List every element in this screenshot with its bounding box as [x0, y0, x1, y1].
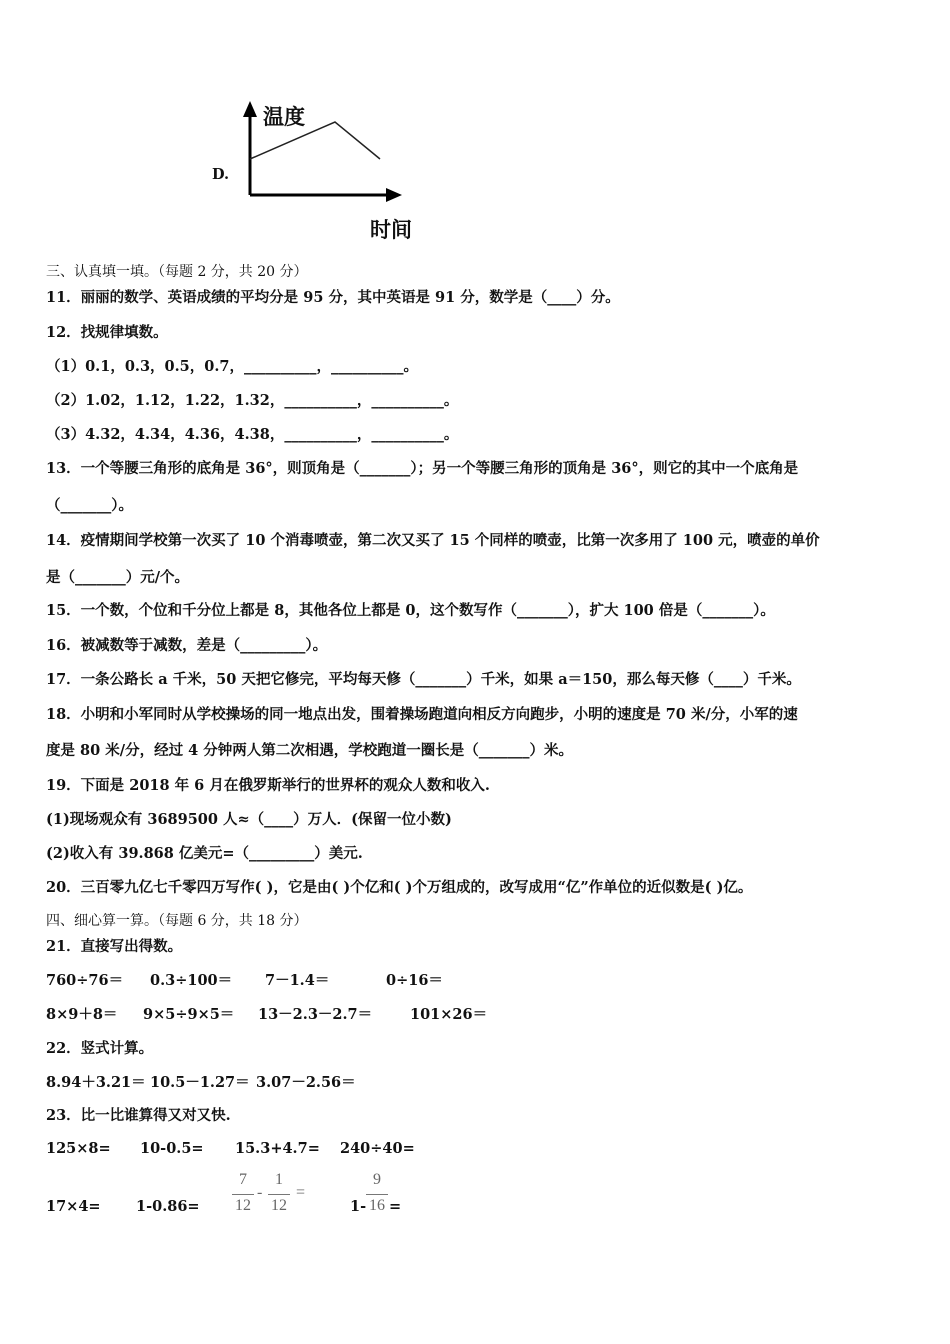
question-11: 11．丽丽的数学、英语成绩的平均分是 95 分，其中英语是 91 分，数学是（____）分。 — [46, 289, 620, 306]
y-axis-arrow-icon — [243, 101, 257, 117]
q23-expr: 125×8= — [46, 1140, 111, 1157]
question-16: 16．被减数等于减数，差是（_________）。 — [46, 637, 328, 654]
question-21-title: 21．直接写出得数。 — [46, 938, 183, 955]
q21-expr: 13－2.3－2.7＝ — [258, 1006, 373, 1023]
q22-expr: 3.07－2.56＝ — [256, 1074, 356, 1091]
fraction-equals: = — [296, 1184, 306, 1201]
q21-expr: 0÷16＝ — [386, 972, 443, 989]
q21-expr: 7－1.4＝ — [265, 972, 330, 989]
q23-expr: 240÷40= — [340, 1140, 415, 1157]
question-19-sub-2: (2)收入有 39.868 亿美元=（_________）美元. — [46, 845, 363, 862]
q23-expr: 15.3+4.7= — [235, 1140, 320, 1157]
q23-expr: 1-0.86= — [136, 1198, 200, 1215]
q22-expr: 10.5－1.27＝ — [150, 1074, 250, 1091]
question-23-title: 23．比一比谁算得又对又快. — [46, 1107, 231, 1124]
fraction-b-denominator: 12 — [271, 1197, 287, 1214]
fraction2-prefix: 1- — [350, 1198, 367, 1215]
fraction-minus: - — [257, 1184, 263, 1201]
q21-expr: 9×5÷9×5＝ — [143, 1006, 235, 1023]
q22-expr: 8.94＋3.21＝ — [46, 1074, 146, 1091]
question-19-title: 19．下面是 2018 年 6 月在俄罗斯举行的世界杯的观众人数和收入. — [46, 777, 490, 794]
question-12-item-1: （1）0.1，0.3，0.5，0.7，__________，__________。 — [46, 358, 418, 375]
section3-heading: 三、认真填一填。（每题 2 分，共 20 分） — [46, 264, 308, 280]
question-14-line-2: 是（_______）元/个。 — [46, 569, 190, 586]
q21-expr: 0.3÷100＝ — [150, 972, 233, 989]
question-15: 15．一个数，个位和千分位上都是 8，其他各位上都是 0，这个数写作（_______），扩大 100 倍是（_______）。 — [46, 602, 775, 619]
question-20: 20．三百零九亿七千零四万写作( )，它是由( )个亿和( )个万组成的，改写成用“亿”作单位的近似数是( )亿。 — [46, 879, 753, 896]
section4-heading: 四、细心算一算。（每题 6 分，共 18 分） — [46, 913, 308, 929]
question-14-line-1: 14．疫情期间学校第一次买了 10 个消毒喷壶，第二次又买了 15 个同样的喷壶，比第一次多用了 100 元，喷壶的单价 — [46, 532, 820, 549]
question-12-item-2: （2）1.02，1.12，1.22，1.32，__________，__________。 — [46, 392, 459, 409]
y-axis-label: 温度 — [263, 105, 305, 129]
fraction-a-bar — [232, 1194, 254, 1195]
fraction-b-bar — [268, 1194, 290, 1195]
fraction2-denominator: 16 — [369, 1197, 385, 1214]
q23-expr: 17×4= — [46, 1198, 101, 1215]
question-18-line-1: 18．小明和小军同时从学校操场的同一地点出发，围着操场跑道向相反方向跑步，小明的速度是 70 米/分，小军的速 — [46, 706, 798, 723]
question-13-line-2: （_______）。 — [46, 497, 133, 514]
fraction-a-denominator: 12 — [235, 1197, 251, 1214]
question-19-sub-1: (1)现场观众有 3689500 人≈（____）万人．(保留一位小数) — [46, 811, 452, 828]
question-13-line-1: 13．一个等腰三角形的底角是 36°，则顶角是（_______）；另一个等腰三角形的顶角是 36°，则它的其中一个底角是 — [46, 460, 799, 477]
question-18-line-2: 度是 80 米/分，经过 4 分钟两人第二次相遇，学校跑道一圈长是（_______）米。 — [46, 742, 574, 759]
fraction2-bar — [366, 1194, 388, 1195]
q21-expr: 760÷76＝ — [46, 972, 124, 989]
fraction-a-numerator: 7 — [239, 1171, 247, 1188]
q23-expr: 10-0.5= — [140, 1140, 204, 1157]
option-d-label: D. — [212, 166, 230, 183]
question-17: 17．一条公路长 a 千米，50 天把它修完，平均每天修（_______）千米，如果 a＝150，那么每天修（____）千米。 — [46, 671, 801, 688]
q21-expr: 101×26＝ — [410, 1006, 488, 1023]
fraction2-equals: = — [389, 1198, 402, 1215]
question-12-title: 12．找规律填数。 — [46, 324, 168, 341]
question-22-title: 22．竖式计算。 — [46, 1040, 154, 1057]
x-axis-arrow-icon — [386, 188, 402, 202]
fraction-b-numerator: 1 — [275, 1171, 283, 1188]
q21-expr: 8×9＋8＝ — [46, 1006, 118, 1023]
x-axis-label: 时间 — [370, 218, 412, 242]
question-12-item-3: （3）4.32，4.34，4.36，4.38，__________，__________。 — [46, 426, 459, 443]
fraction2-numerator: 9 — [373, 1171, 381, 1188]
